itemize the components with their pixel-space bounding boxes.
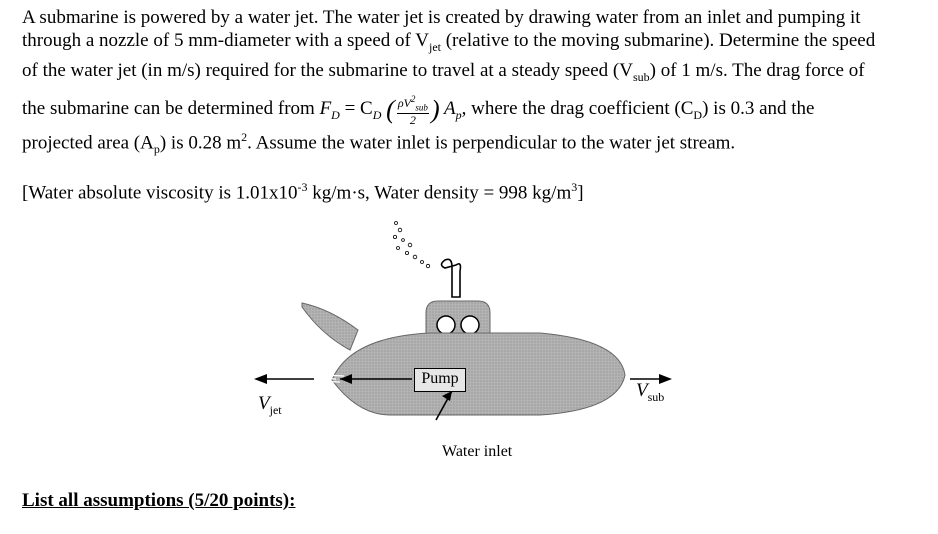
conning-tower [426, 301, 490, 335]
vjet-label: $V_{jet}$ [258, 393, 282, 417]
drag-equation: $F_D = C_D$ ( $\frac{\rho V^2_{sub}}{2}$ ) $A_p$ [319, 93, 462, 127]
hull [332, 333, 625, 415]
submarine-figure [240, 215, 700, 475]
problem-line-3: of the water jet (in m/s) required for the submarine to travel at a steady speed $(V_{sub})$ of 1 m/s. The drag force of [22, 59, 865, 84]
periscope [442, 259, 461, 297]
water-inlet-label: Water inlet [442, 443, 513, 460]
problem-line-2: through a nozzle of 5 mm-diameter with a speed of $V_{jet}$ (relative to the moving submarine). Determine the speed [22, 30, 876, 54]
vsub-label: $V_{sub}$ [636, 380, 665, 404]
pump-label: Pump [414, 368, 466, 392]
porthole-left [437, 316, 455, 334]
submarine-diagram [240, 215, 700, 475]
tail-fin [302, 303, 358, 350]
bubbles [393, 222, 429, 268]
problem-line-4: the submarine can be determined from $F_D = C_D$ ( $\frac{\rho V^2_{sub}}{2}$ ) $A_p$, where the drag coefficient $(C_D)$ is 0.3 and the [22, 93, 815, 127]
fluid-properties: [Water absolute viscosity is $1.01x10^{-3}$ kg/m·s, Water density = 998 $kg/m^3$] [22, 180, 584, 204]
assumptions-heading: List all assumptions (5/20 points): [22, 490, 296, 511]
problem-line-1: A submarine is powered by a water jet. The water jet is created by drawing water from an inlet and pumping it [22, 7, 861, 28]
equation-fraction: $\frac{\rho V^2_{sub}}{2}$ [397, 93, 428, 127]
problem-statement [22, 6, 922, 162]
porthole-right [461, 316, 479, 334]
problem-line-5: projected area $(A_p)$ is 0.28 $m^2$. Assume the water inlet is perpendicular to the water jet stream. [22, 130, 736, 157]
